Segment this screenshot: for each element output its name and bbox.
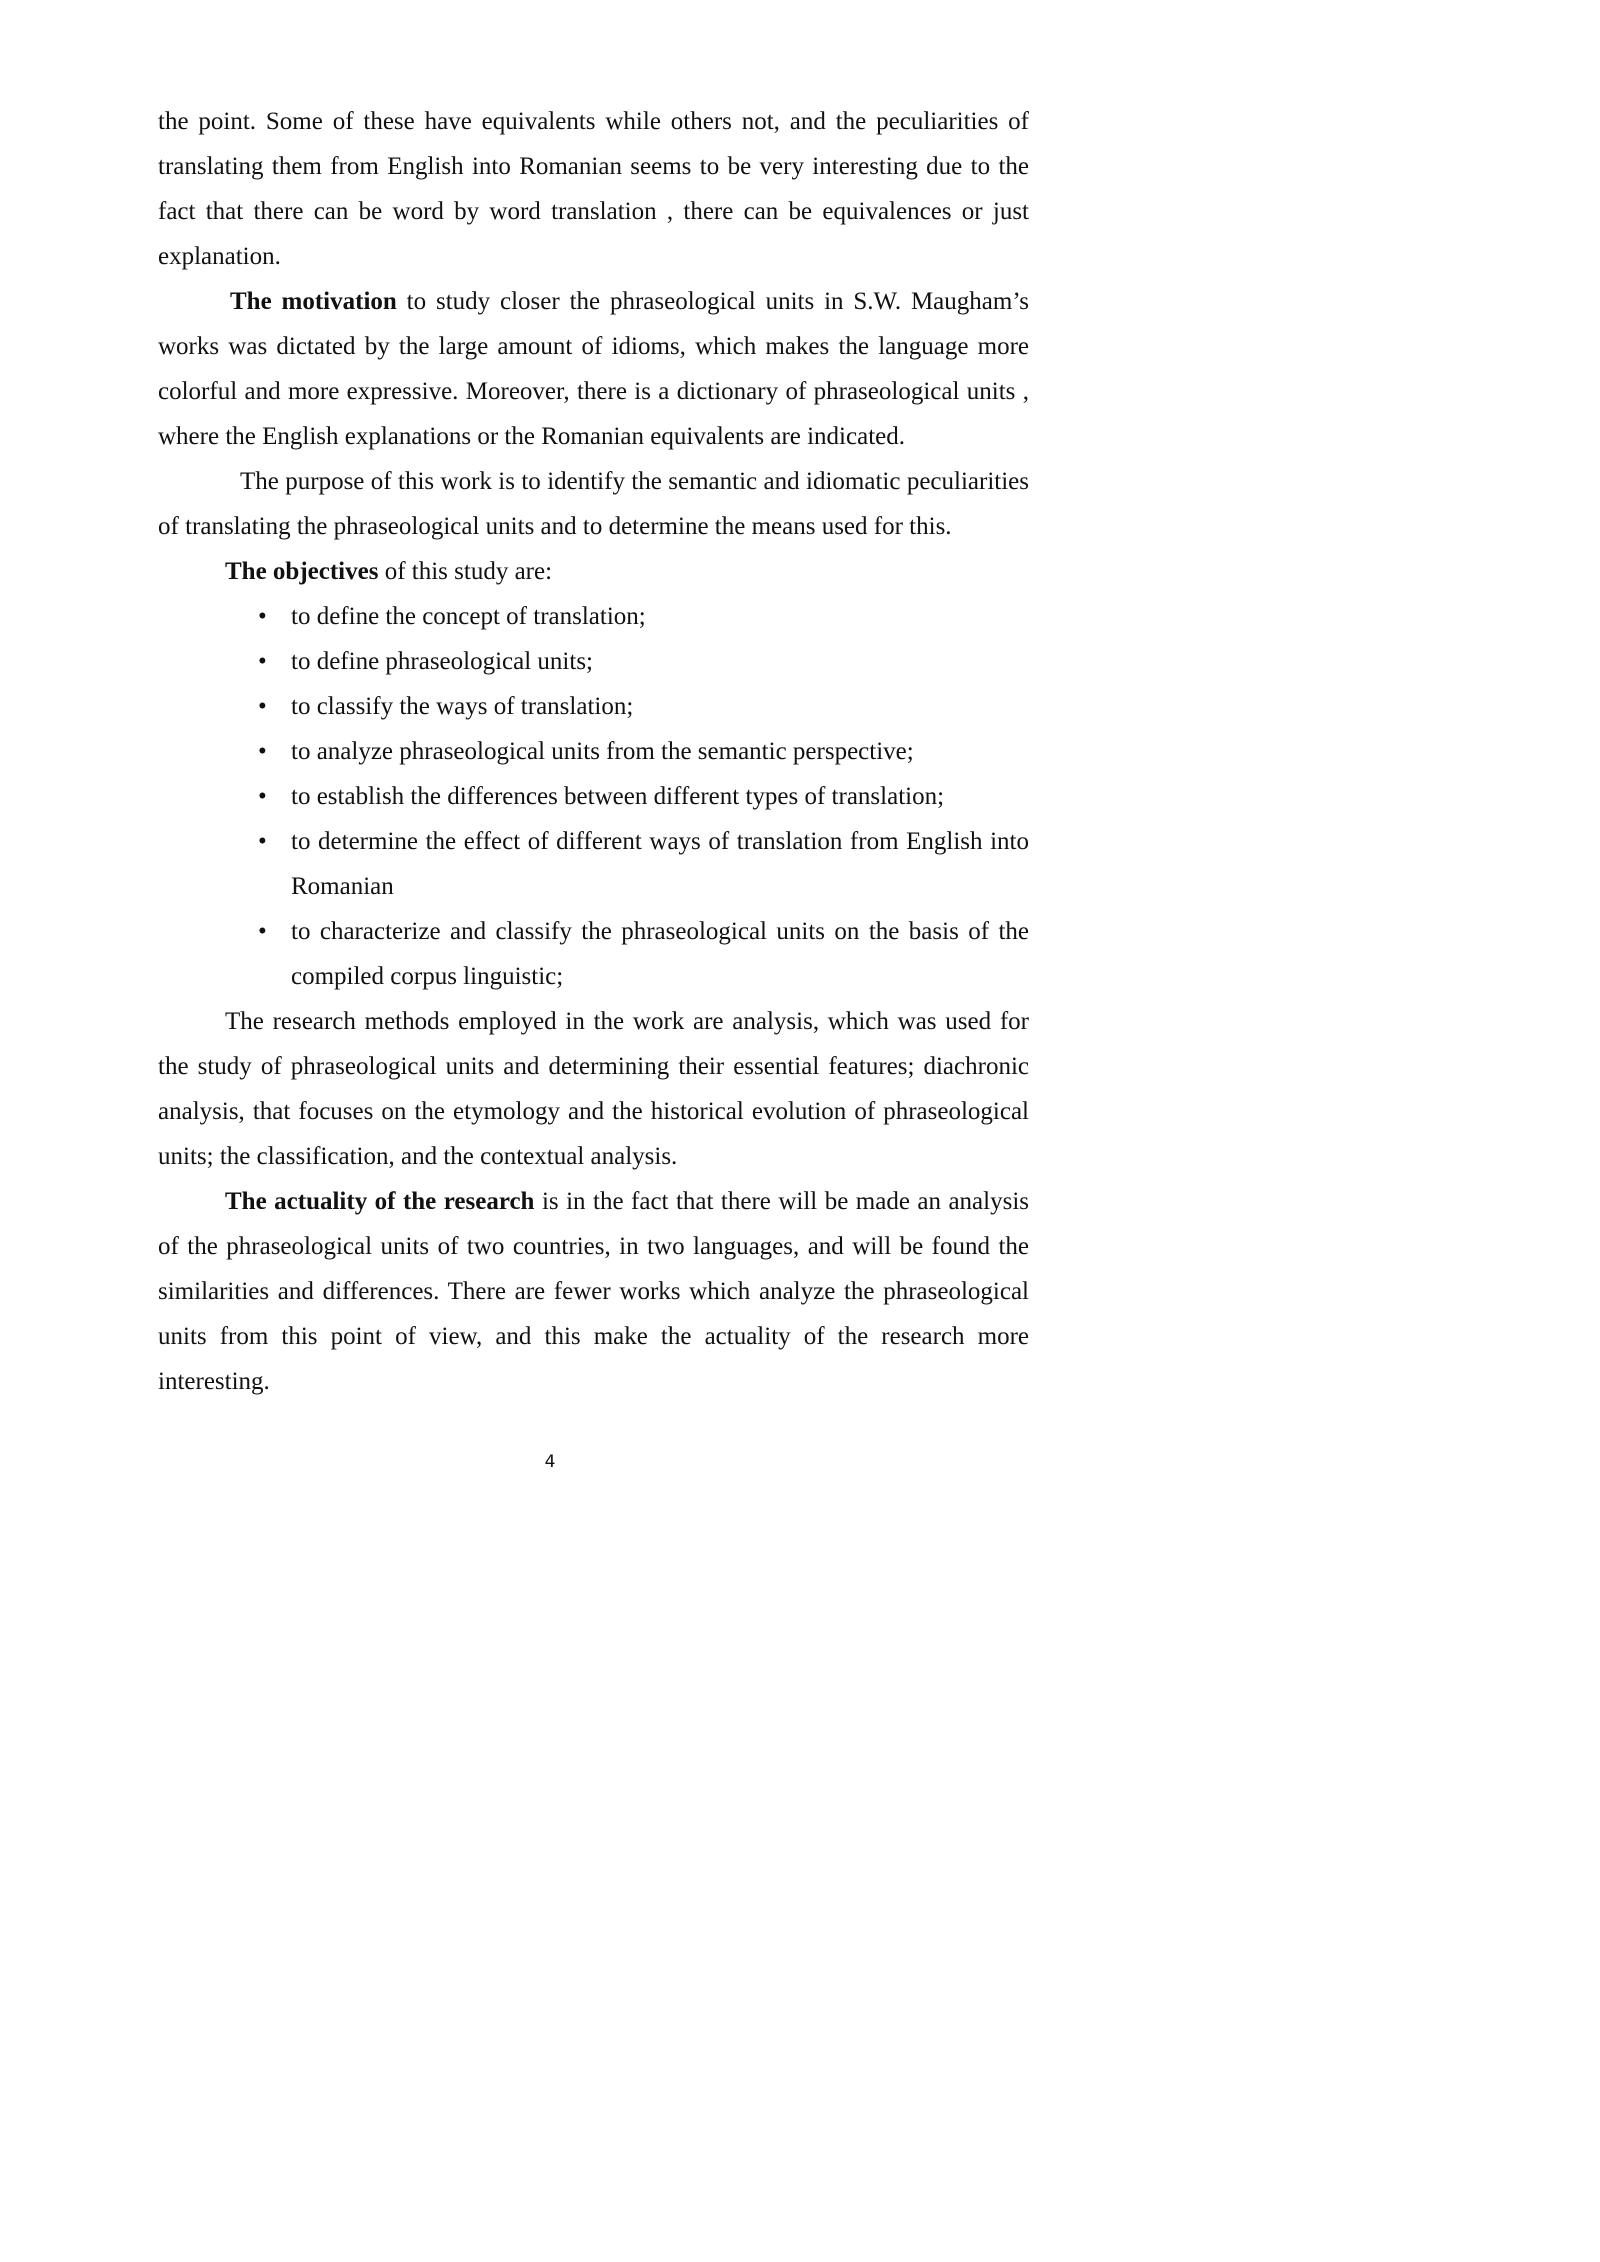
list-item bbox=[258, 594, 1029, 639]
actuality-lead: The actuality of the research bbox=[225, 1188, 535, 1215]
actuality-paragraph bbox=[158, 1179, 1029, 1404]
list-item-text: to characterize and classify the phraseological units on the basis of the compiled corpus linguistic; bbox=[291, 918, 1029, 990]
page-number: 4 bbox=[544, 1452, 556, 1472]
actuality-text: is in the fact that there will be made an analysis of the phraseological units of two countries, in two languages, and will be found the similarities and differences. There are fewer works which analyze the phraseological units from this point of view, and this make the actuality of the research more interesting. bbox=[158, 1188, 1030, 1395]
motivation-paragraph bbox=[158, 279, 1029, 459]
bullet-icon: • bbox=[258, 603, 267, 630]
objectives-intro-text: of this study are: bbox=[378, 558, 553, 585]
bullet-icon: • bbox=[258, 648, 267, 675]
list-item bbox=[258, 684, 1029, 729]
list-item-text: to classify the ways of translation; bbox=[291, 693, 634, 720]
motivation-lead: The motivation bbox=[230, 288, 397, 315]
list-item bbox=[258, 819, 1029, 909]
list-item bbox=[258, 639, 1029, 684]
page-body bbox=[158, 99, 1029, 1404]
list-item bbox=[258, 909, 1029, 999]
intro-paragraph: the point. Some of these have equivalents while others not, and the peculiarities of translating them from English into Romanian seems to be very interesting due to the fact that there can be word by word translation , there can be equivalences or just explanation. bbox=[158, 108, 1029, 270]
objectives-list bbox=[158, 594, 1029, 999]
bullet-icon: • bbox=[258, 693, 267, 720]
document-page bbox=[0, 0, 1100, 1556]
bullet-icon: • bbox=[258, 738, 267, 765]
list-item-text: to determine the effect of different ways of translation from English into Romanian bbox=[291, 828, 1029, 900]
list-item bbox=[258, 729, 1029, 774]
list-item bbox=[258, 774, 1029, 819]
list-item-text: to analyze phraseological units from the semantic perspective; bbox=[291, 738, 914, 765]
motivation-text: to study closer the phraseological units in S.W. Maugham’s works was dictated by the large amount of idioms, which makes the language more colorful and more expressive. Moreover, there is a dictionary of phraseological units , where the English explanations or the Romanian equivalents are indicated. bbox=[158, 288, 1029, 450]
list-item-text: to define phraseological units; bbox=[291, 648, 594, 675]
bullet-icon: • bbox=[258, 828, 267, 855]
list-item-text: to define the concept of translation; bbox=[291, 603, 646, 630]
methods-paragraph: The research methods employed in the work are analysis, which was used for the study of phraseological units and determining their essential features; diachronic analysis, that focuses on the etymology and the historical evolution of phraseological units; the classification, and the contextual analysis. bbox=[158, 1008, 1029, 1170]
purpose-paragraph: The purpose of this work is to identify the semantic and idiomatic peculiarities of translating the phraseological units and to determine the means used for this. bbox=[158, 468, 1029, 540]
bullet-icon: • bbox=[258, 918, 267, 945]
bullet-icon: • bbox=[258, 783, 267, 810]
objectives-lead: The objectives bbox=[225, 558, 379, 585]
objectives-heading bbox=[158, 549, 1029, 594]
list-item-text: to establish the differences between different types of translation; bbox=[291, 783, 945, 810]
